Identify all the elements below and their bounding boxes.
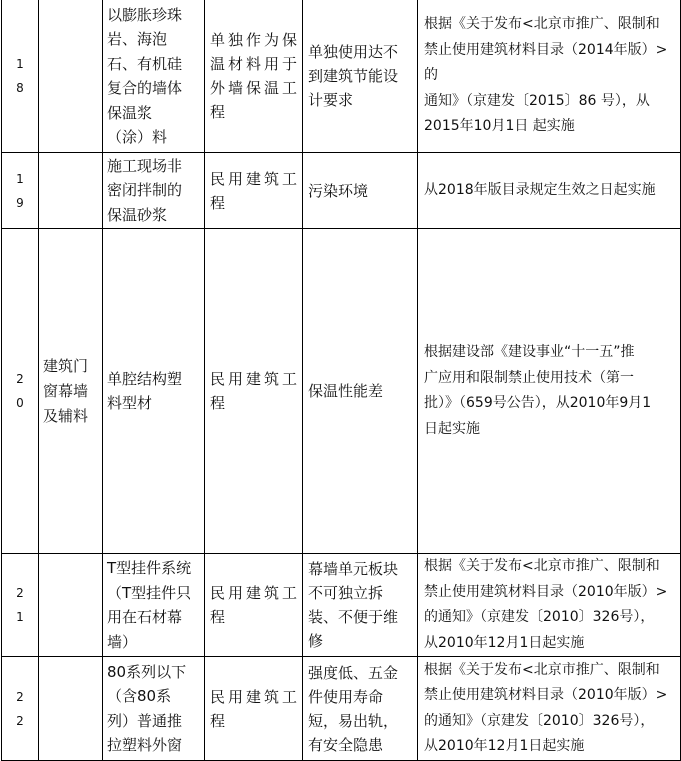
row-number: 2 0 [2, 229, 39, 554]
material-name-cell: T型挂件系统 （T型挂件只 用在石材幕 墙） [103, 554, 205, 657]
regulation-note-cell: 从2018年版目录规定生效之日起实施 [418, 153, 681, 229]
table-row [2, 0, 681, 153]
materials-table [1, 0, 681, 761]
scope-cell: 民用建筑工程 [205, 153, 303, 229]
reason-cell: 强度低、五金 件使用寿命 短，易出轨， 有安全隐患 [303, 657, 418, 761]
scope-cell: 民用建筑工程 [205, 229, 303, 554]
reason-cell: 污染环境 [303, 153, 418, 229]
category-cell [39, 0, 103, 153]
table-row [2, 657, 681, 761]
regulation-note-cell: 根据《关于发布<北京市推广、限制和 禁止使用建筑材料目录（2010年版）> 的通知》（京建发〔2010〕326号）， 从2010年12月1日起实施 [418, 657, 681, 761]
reason-cell: 单独使用达不 到建筑节能设 计要求 [303, 0, 418, 153]
material-name-cell: 80系列以下 （含80系 列）普通推 拉塑料外窗 [103, 657, 205, 761]
material-name-cell: 单腔结构塑 料型材 [103, 229, 205, 554]
row-number: 1 8 [2, 0, 39, 153]
row-number: 2 2 [2, 657, 39, 761]
regulation-note-cell: 根据《关于发布<北京市推广、限制和 禁止使用建筑材料目录（2010年版）> 的通知》（京建发〔2010〕326号）， 从2010年12月1日起实施 [418, 554, 681, 657]
row-number: 2 1 [2, 554, 39, 657]
reason-cell: 保温性能差 [303, 229, 418, 554]
material-name-cell: 以膨胀珍珠 岩、海泡 石、有机硅 复合的墙体 保温浆 （涂）料 [103, 0, 205, 153]
scope-cell: 民用建筑工程 [205, 657, 303, 761]
reason-cell: 幕墙单元板块 不可独立拆 装、不便于维 修 [303, 554, 418, 657]
category-cell [39, 153, 103, 229]
scope-cell: 民用建筑工程 [205, 554, 303, 657]
regulation-note-cell: 根据《关于发布<北京市推广、限制和 禁止使用建筑材料目录（2014年版）>的 通知》（京建发〔2015〕86 号），从 2015年10月1日 起实施 [418, 0, 681, 153]
material-name-cell: 施工现场非 密闭拌制的 保温砂浆 [103, 153, 205, 229]
table-row [2, 554, 681, 657]
table-row [2, 153, 681, 229]
category-cell [39, 554, 103, 657]
category-cell [39, 657, 103, 761]
regulation-note-cell: 根据建设部《建设事业“十一五”推 广应用和限制禁止使用技术（第一 批）》（659号公告），从2010年9月1 日起实施 [418, 229, 681, 554]
category-cell: 建筑门窗幕墙及辅料 [39, 229, 103, 554]
table-row [2, 229, 681, 554]
row-number: 1 9 [2, 153, 39, 229]
scope-cell: 单独作为保温材料用于外墙保温工程 [205, 0, 303, 153]
